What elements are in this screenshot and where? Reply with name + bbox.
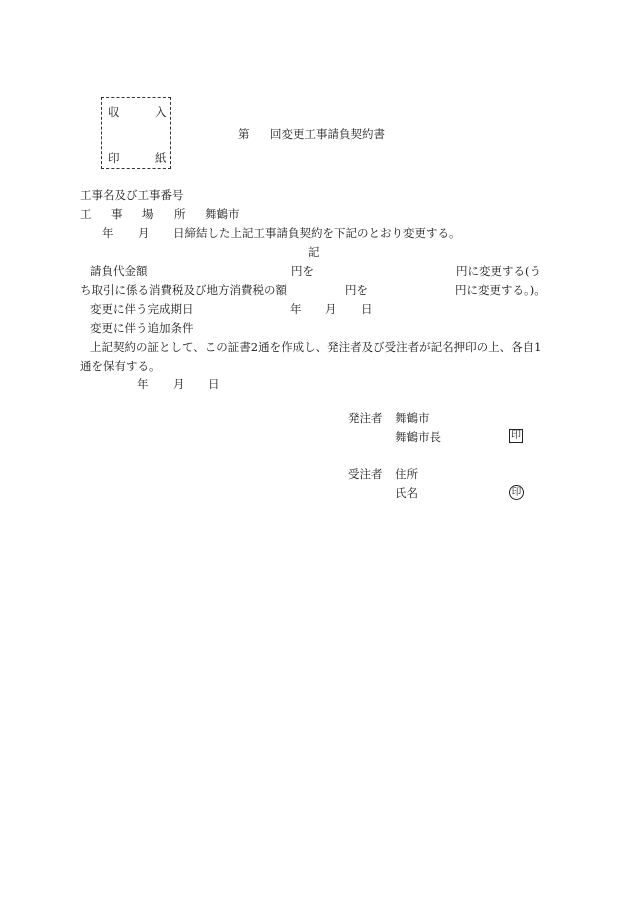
price-yen-to: 円に変更する(う (456, 264, 541, 278)
stamp-char-shu: 収 (108, 105, 120, 119)
site-label-char-3: 場 (142, 207, 154, 221)
orderer-seal-icon: 印 (511, 430, 521, 441)
proof-line-2: 通を保有する。 (80, 359, 161, 373)
orderer-name: 舞鶴市 (395, 411, 430, 425)
site-value: 舞鶴市 (205, 207, 240, 221)
contract-text: 日締結した上記工事請負契約を下記のとおり変更する。 (173, 226, 461, 240)
stamp-char-nyu: 入 (155, 105, 167, 119)
project-name-label: 工事名及び工事番号 (80, 188, 184, 202)
date-day: 日 (208, 377, 220, 391)
contract-year: 年 (102, 226, 114, 240)
site-label-char-1: 工 (80, 207, 92, 221)
date-year: 年 (137, 377, 149, 391)
contractor-name-label: 氏名 (395, 486, 418, 500)
contractor-seal-icon: 印 (509, 485, 524, 500)
additional-conditions-label: 変更に伴う追加条件 (90, 321, 194, 335)
document-title: 回変更工事請負契約書 (270, 127, 385, 141)
tax-line-start: ち取引に係る消費税及び地方消費税の額 (80, 283, 287, 297)
stamp-char-shi: 紙 (155, 151, 167, 165)
ki-heading: 記 (308, 245, 320, 259)
stamp-char-in: 印 (108, 151, 120, 165)
site-label-char-2: 事 (111, 207, 123, 221)
site-label-char-4: 所 (174, 207, 186, 221)
proof-line-1: 上記契約の証として、この証書2通を作成し、発注者及び受注者が記名押印の上、各自1 (90, 340, 542, 354)
completion-day: 日 (361, 302, 373, 316)
price-label: 請負代金額 (90, 264, 148, 278)
title-prefix: 第 (238, 127, 250, 141)
tax-yen-from: 円を (345, 283, 368, 297)
contract-month: 月 (138, 226, 150, 240)
price-yen-from: 円を (291, 264, 314, 278)
orderer-title: 舞鶴市長 (395, 430, 441, 444)
contractor-label: 受注者 (348, 467, 383, 481)
date-month: 月 (173, 377, 185, 391)
completion-year: 年 (290, 302, 302, 316)
completion-month: 月 (325, 302, 337, 316)
tax-yen-to: 円に変更する。)。 (455, 283, 546, 297)
completion-label: 変更に伴う完成期日 (90, 302, 194, 316)
orderer-label: 発注者 (348, 411, 383, 425)
contractor-address-label: 住所 (395, 467, 418, 481)
